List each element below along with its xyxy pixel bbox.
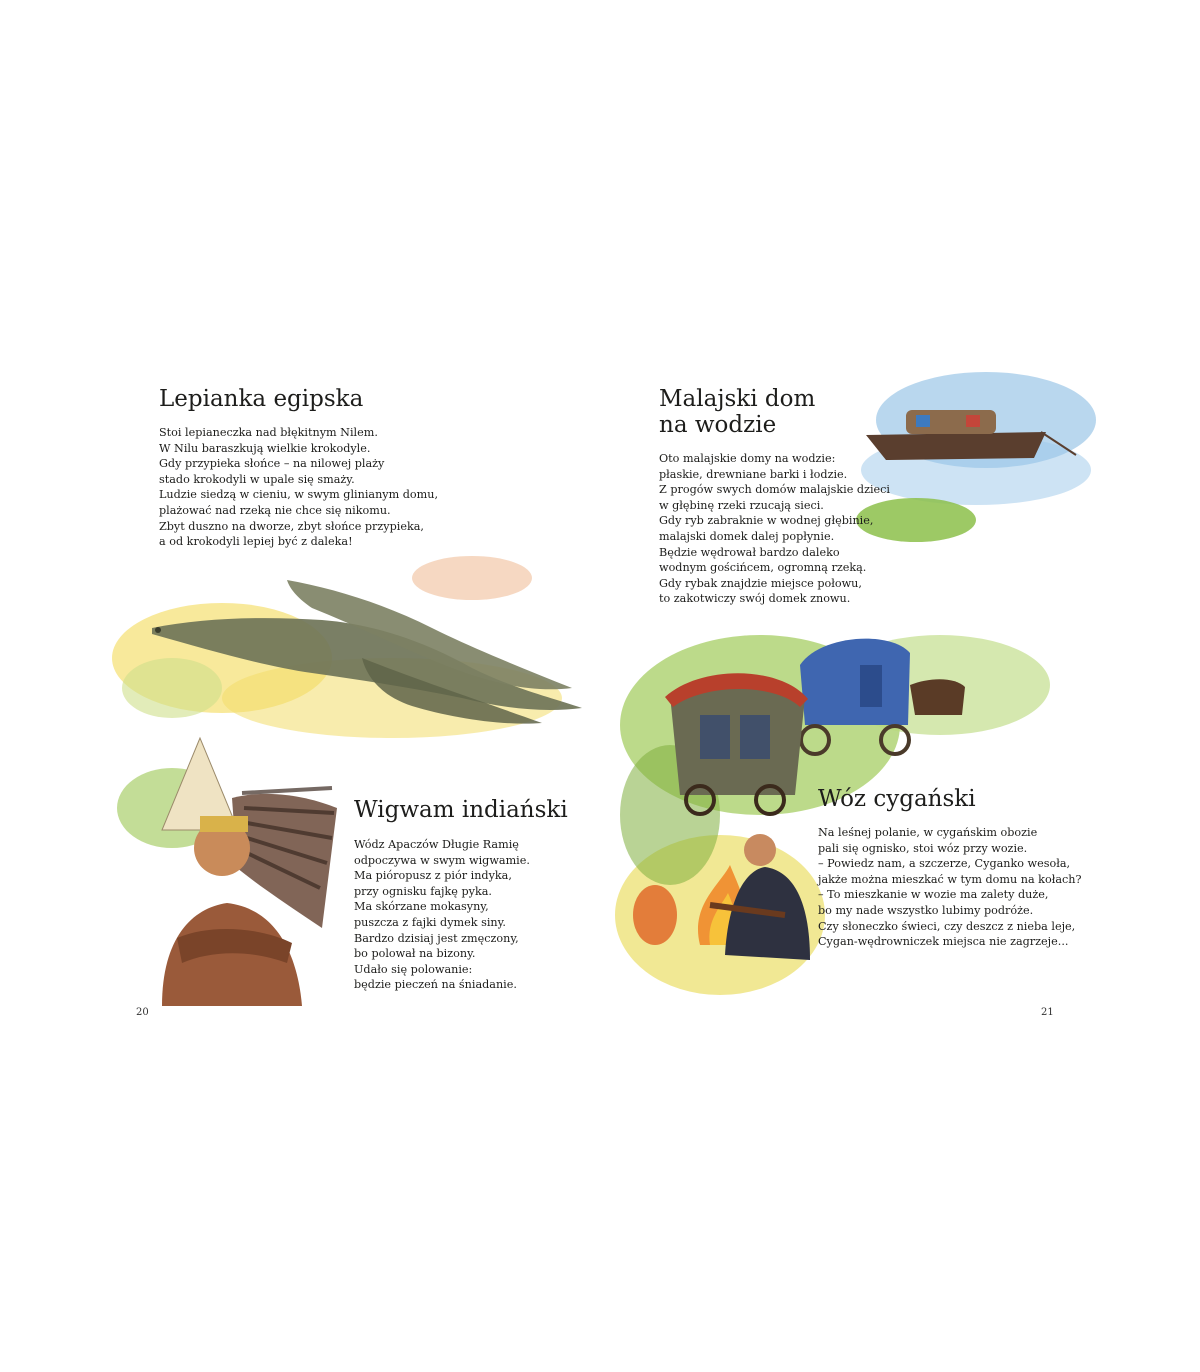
poem-line: pali się ognisko, stoi wóz przy wozie. [818,841,1028,855]
section-title-malajski: Malajski dom na wodzie [659,386,816,438]
crocodiles-icon [112,556,582,738]
poem-line: – To mieszkanie w wozie ma zalety duże, [818,888,1049,902]
poem-line: Oto malajskie domy na wodzie: [659,452,836,465]
poem-line: a od krokodyli lepiej być z daleka! [159,535,353,549]
chief-illustration [122,738,342,1006]
native-chief-with-teepee-icon [117,738,337,1006]
section-title-woz: Wóz cygański [818,786,976,812]
poem-line: Ma skórzane mokasyny, [354,900,489,914]
poem-wigwam [354,837,530,993]
section-title-lepianka: Lepianka egipska [159,386,364,412]
poem-line: jakże można mieszkać w tym domu na kołach? [818,872,1082,886]
poem-woz [818,825,1081,950]
poem-line: malajski domek dalej popłynie. [659,529,835,543]
poem-line: Bardzo dzisiaj jest zmęczony, [354,931,519,945]
page-number-right: 21 [1041,1007,1054,1018]
poem-line: odpoczywa w swym wigwamie. [354,853,530,867]
poem-line: bo my nade wszystko lubimy podróże. [818,903,1034,917]
page-number-left: 20 [136,1007,149,1018]
poem-line: Gdy ryb zabraknie w wodnej głębinie, [659,514,874,528]
poem-line: Zbyt duszno na dworze, zbyt słońce przypieka, [159,519,424,533]
poem-line: przy ognisku fajkę pyka. [354,884,492,898]
poem-line: bo polował na bizony. [354,947,476,961]
poem-line: Na leśnej polanie, w cygańskim obozie [818,826,1038,839]
poem-line: wodnym gościńcem, ogromną rzeką. [659,561,867,575]
poem-malajski [659,451,890,607]
poem-line: stado krokodyli w upale się smaży. [159,472,355,486]
poem-line: Gdy przypieka słońce – na nilowej plaży [159,457,385,471]
crocodiles-illustration [112,548,592,748]
poem-line: Z progów swych domów malajskie dzieci [659,483,891,497]
poem-line: – Powiedz nam, a szczerze, Cyganko wesoła, [818,857,1071,871]
poem-line: płaskie, drewniane barki i łodzie. [659,467,848,481]
poem-line: Ludzie siedzą w cieniu, w swym glinianym domu, [159,488,439,502]
poem-line: w głębinę rzeki rzucają sieci. [659,498,824,512]
poem-line: będzie pieczeń na śniadanie. [354,978,517,992]
poem-line: Ma pióropusz z piór indyka, [354,869,512,883]
poem-line: Gdy rybak znajdzie miejsce połowu, [659,576,862,590]
houseboat-icon [856,372,1096,542]
poem-line: to zakotwiczy swój domek znowu. [659,592,851,606]
poem-line: Wódz Apaczów Długie Ramię [354,838,519,851]
poem-line: Udało się polowanie: [354,962,473,976]
poem-line: puszcza z fajki dymek siny. [354,915,506,929]
poem-line: W Nilu baraszkują wielkie krokodyle. [159,441,371,455]
section-title-wigwam: Wigwam indiański [354,797,568,823]
poem-line: Cygan-wędrowniczek miejsca nie zagrzeje... [818,935,1069,949]
poem-lepianka [159,425,438,550]
poem-line: Będzie wędrował bardzo daleko [659,545,840,559]
poem-line: Czy słoneczko świeci, czy deszcz z nieba leje, [818,919,1076,933]
poem-line: Stoi lepianeczka nad błękitnym Nilem. [159,426,378,439]
poem-line: plażować nad rzeką nie chce się nikomu. [159,503,391,517]
